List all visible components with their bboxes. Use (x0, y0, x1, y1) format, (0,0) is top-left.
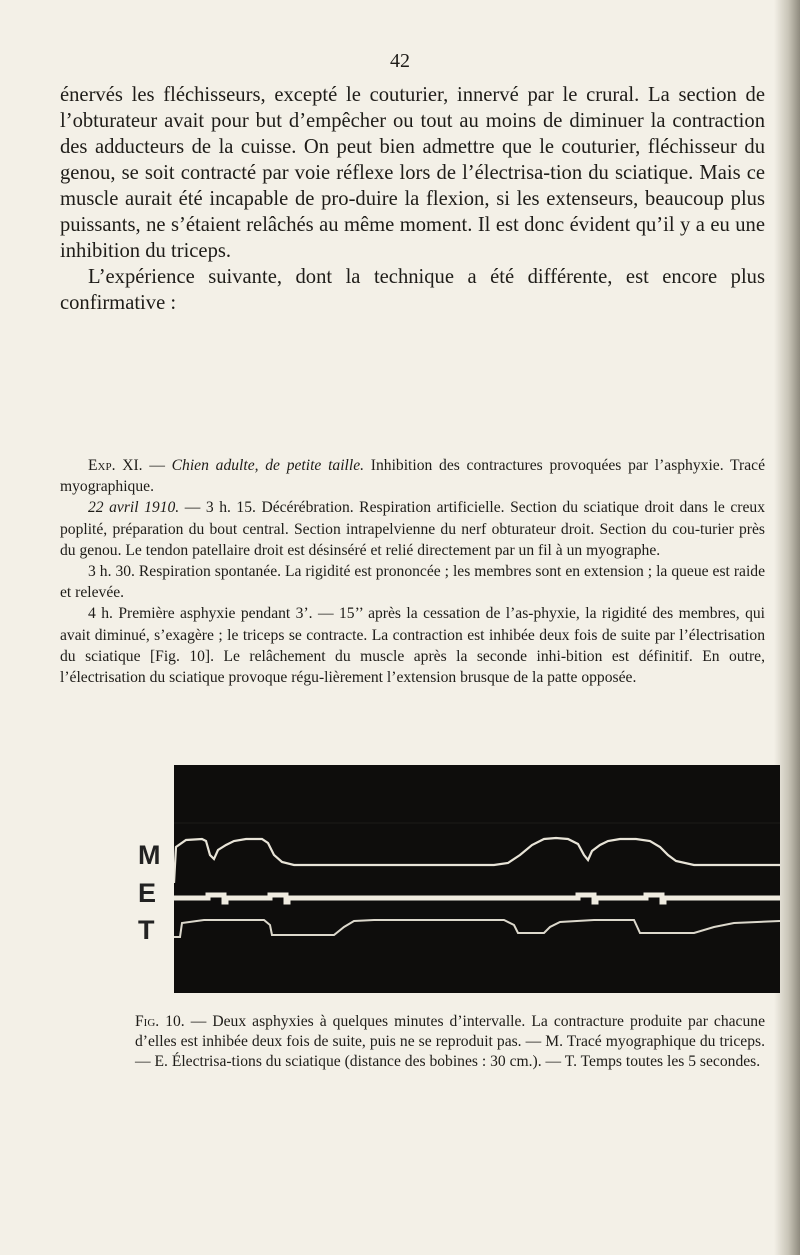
experiment-date: 22 avril 1910. (88, 499, 180, 517)
trace-label-t: T (138, 915, 155, 945)
myograph-tracing (174, 765, 780, 993)
experiment-entry: 3 h. 30. Respiration spontanée. La rigidité est prononcée ; les membres sont en extension ; la queue est raide et relevée. (60, 563, 765, 602)
experiment-entry (60, 497, 765, 561)
figure-caption (135, 1012, 765, 1072)
experiment-label: Exp. XI. (88, 457, 143, 474)
trace-label-m: M (138, 840, 161, 870)
experiment-title: Inhibition des contractures provoquées par l’asphyxie. Tracé myographique. (60, 457, 765, 496)
experiment-entry-text: — 3 h. 15. Décérébration. Respiration artificielle. Section du sciatique droit dans le creux poplité, préparation du bout central. Section intrapelvienne du nerf obturateur droit. Section du cou-turier près du genou. Le tendon patellaire droit est désinséré et relié directement par un fil à un myographe. (60, 499, 765, 559)
paragraph: énervés les fléchisseurs, excepté le couturier, innervé par le crural. La section de l’obturateur avait pour but d’empêcher ou tout au moins de diminuer la contraction des adducteurs de la cuisse. On peut bien admettre que le couturier, fléchisseur du genou, se soit contracté par voie réflexe lors de l’électrisa-tion du sciatique. Mais ce muscle aurait été incapable de pro-duire la flexion, si les extenseurs, beaucoup plus puissants, ne s’étaient relâchés au même moment. Il est donc évident qu’il y a eu une inhibition du triceps. (60, 84, 765, 262)
myograph-figure (174, 765, 780, 993)
page-edge-shadow (774, 0, 800, 1255)
experiment-header: Exp. XI. — Chien adulte, de petite taille. Inhibition des contractures provoquées par l’asphyxie. Tracé myographique. (60, 457, 765, 496)
paragraph: L’expérience suivante, dont la technique a été différente, est encore plus confirmative : (60, 266, 765, 314)
experiment-subject: Chien adulte, de petite taille. (171, 457, 365, 474)
figure-label: Fig. 10. (135, 1013, 185, 1030)
experiment-entry: 4 h. Première asphyxie pendant 3’. — 15’’ après la cessation de l’as-phyxie, la rigidité des membres, qui avait diminué, s’exagère ; le triceps se contracte. La contraction est inhibée deux fois de suite par l’électrisation du sciatique [Fig. 10]. Le relâchement du muscle après la seconde inhi-bition est définitif. En outre, l’électrisation du sciatique provoque régu-lièrement l’extension brusque de la patte opposée. (60, 605, 765, 687)
experiment-protocol (60, 455, 765, 688)
figure-caption-text: — Deux asphyxies à quelques minutes d’intervalle. La contracture produite par chacune d’elles est inhibée deux fois de suite, puis ne se reproduit pas. — M. Tracé myographique du triceps. — E. Électrisa-tions du sciatique (distance des bobines : 30 cm.). — T. Temps toutes les 5 secondes. (135, 1013, 765, 1070)
body-text (60, 82, 765, 316)
trace-label-e: E (138, 878, 157, 908)
page-number: 42 (390, 50, 410, 72)
